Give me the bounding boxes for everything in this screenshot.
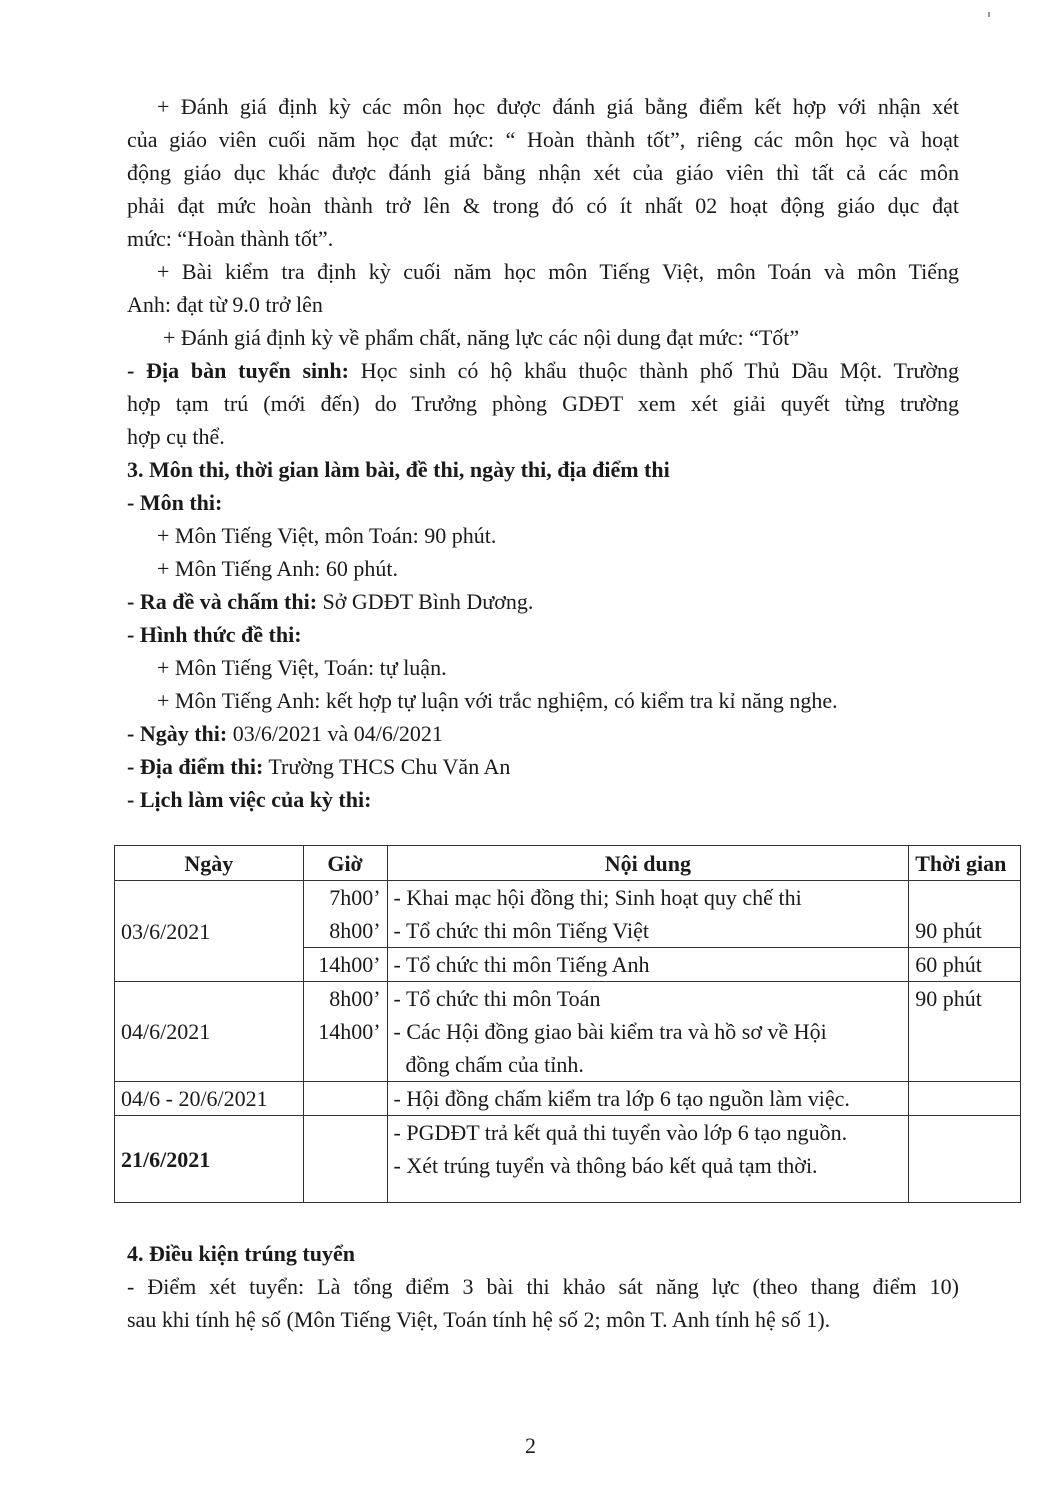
row5-date: 21/6/2021	[115, 1116, 304, 1203]
row3-content	[387, 982, 909, 1082]
section-3-heading: 3. Môn thi, thời gian làm bài, đề thi, ngày thi, địa điểm thi	[127, 457, 670, 482]
header-time: Giờ	[303, 846, 387, 881]
row3-duration: 90 phút	[909, 982, 1021, 1082]
row1-content-2: - Tổ chức thi môn Tiếng Việt	[393, 918, 649, 943]
header-content: Nội dung	[387, 846, 909, 881]
row5-content-1: - PGDĐT trả kết quả thi tuyển vào lớp 6 tạo nguồn.	[393, 1120, 848, 1145]
criteria-2-line-2: Anh: đạt từ 9.0 trở lên	[127, 292, 323, 317]
dia-ban-label: - Địa bàn tuyển sinh:	[127, 358, 349, 383]
dia-diem-line	[127, 752, 510, 782]
scan-mark	[988, 12, 990, 17]
dia-diem-label: - Địa điểm thi:	[127, 754, 264, 779]
table-row	[115, 881, 1021, 948]
row1-date: 03/6/2021	[115, 881, 304, 982]
dia-ban-line-1	[127, 356, 959, 386]
row3-content-1: - Tổ chức thi môn Toán	[393, 986, 601, 1011]
criteria-1-line-1: + Đánh giá định kỳ các môn học được đánh giá bằng điểm kết hợp với nhận xét	[157, 94, 959, 119]
dia-ban-line-3: hợp cụ thể.	[127, 424, 225, 449]
row1-time	[303, 881, 387, 948]
section-4-line-1: - Điểm xét tuyển: Là tổng điểm 3 bài thi khảo sát năng lực (theo thang điểm 10)	[127, 1274, 959, 1299]
header-date: Ngày	[115, 846, 304, 881]
dia-ban-line-2: hợp tạm trú (mới đến) do Trưởng phòng GDĐT xem xét giải quyết từng trường	[127, 391, 959, 416]
row4-date: 04/6 - 20/6/2021	[115, 1082, 304, 1116]
mon-thi-item-2: + Môn Tiếng Anh: 60 phút.	[157, 556, 399, 581]
row4-duration	[909, 1082, 1021, 1116]
row3-date: 04/6/2021	[115, 982, 304, 1082]
section-4-heading: 4. Điều kiện trúng tuyển	[127, 1241, 355, 1266]
dia-ban-text-1: Học sinh có hộ khẩu thuộc thành phố Thủ Dầu Một. Trường	[360, 358, 959, 383]
page-number: 2	[525, 1433, 536, 1458]
lich-label: - Lịch làm việc của kỳ thi:	[127, 787, 372, 812]
row5-time	[303, 1116, 387, 1203]
ngay-thi-line	[127, 719, 443, 749]
row1-content	[387, 881, 909, 948]
row5-content-2: - Xét trúng tuyển và thông báo kết quả tạm thời.	[393, 1153, 818, 1178]
row3-content-3: đồng chấm của tỉnh.	[405, 1052, 584, 1077]
row5-content	[387, 1116, 909, 1203]
row4-time	[303, 1082, 387, 1116]
criteria-1-line-3: động giáo dục khác được đánh giá bằng nhận xét của giáo viên thì tất cả các môn	[127, 160, 959, 185]
row2-content: - Tổ chức thi môn Tiếng Anh	[387, 948, 909, 982]
table-row	[115, 1116, 1021, 1203]
dia-diem-value: Trường THCS Chu Văn An	[268, 754, 511, 779]
table-header-row	[115, 846, 1021, 881]
table-row	[115, 982, 1021, 1082]
row1-duration-value: 90 phút	[915, 918, 982, 943]
criteria-3: + Đánh giá định kỳ về phẩm chất, năng lực các nội dung đạt mức: “Tốt”	[163, 325, 800, 350]
ra-de-line	[127, 587, 533, 617]
row2-duration: 60 phút	[909, 948, 1021, 982]
ra-de-value: Sở GDĐT Bình Dương.	[322, 589, 534, 614]
header-duration: Thời gian	[909, 846, 1021, 881]
row1-duration	[909, 881, 1021, 948]
criteria-2-line-1: + Bài kiểm tra định kỳ cuối năm học môn Tiếng Việt, môn Toán và môn Tiếng	[157, 259, 959, 284]
row3-time-1: 8h00’	[329, 986, 381, 1011]
ra-de-label: - Ra đề và chấm thi:	[127, 589, 318, 614]
mon-thi-item-1: + Môn Tiếng Việt, môn Toán: 90 phút.	[157, 523, 497, 548]
hinh-thuc-item-1: + Môn Tiếng Việt, Toán: tự luận.	[157, 655, 447, 680]
ngay-thi-label: - Ngày thi:	[127, 721, 228, 746]
row1-time-2: 8h00’	[329, 918, 381, 943]
row1-content-1: - Khai mạc hội đồng thi; Sinh hoạt quy chế thi	[393, 885, 802, 910]
row3-time-2: 14h00’	[318, 1019, 381, 1044]
criteria-1-line-2: của giáo viên cuối năm học đạt mức: “ Hoàn thành tốt”, riêng các môn học và hoạt	[127, 127, 959, 152]
table-row	[115, 1082, 1021, 1116]
hinh-thuc-item-2: + Môn Tiếng Anh: kết hợp tự luận với trắc nghiệm, có kiểm tra kỉ năng nghe.	[157, 688, 838, 713]
row4-content: - Hội đồng chấm kiểm tra lớp 6 tạo nguồn làm việc.	[387, 1082, 909, 1116]
mon-thi-label: - Môn thi:	[127, 490, 223, 515]
row1-time-1: 7h00’	[329, 885, 381, 910]
criteria-1-line-5: mức: “Hoàn thành tốt”.	[127, 226, 334, 251]
hinh-thuc-label: - Hình thức đề thi:	[127, 622, 302, 647]
row3-content-2: - Các Hội đồng giao bài kiểm tra và hồ sơ về Hội	[393, 1019, 827, 1044]
criteria-1-line-4: phải đạt mức hoàn thành trở lên & trong đó có ít nhất 02 hoạt động giáo dục đạt	[127, 193, 959, 218]
row5-duration	[909, 1116, 1021, 1203]
row2-time: 14h00’	[303, 948, 387, 982]
section-4-line-2: sau khi tính hệ số (Môn Tiếng Việt, Toán tính hệ số 2; môn T. Anh tính hệ số 1).	[127, 1307, 831, 1332]
schedule-table	[114, 845, 1021, 1203]
ngay-thi-value: 03/6/2021 và 04/6/2021	[232, 721, 443, 746]
row3-time	[303, 982, 387, 1082]
